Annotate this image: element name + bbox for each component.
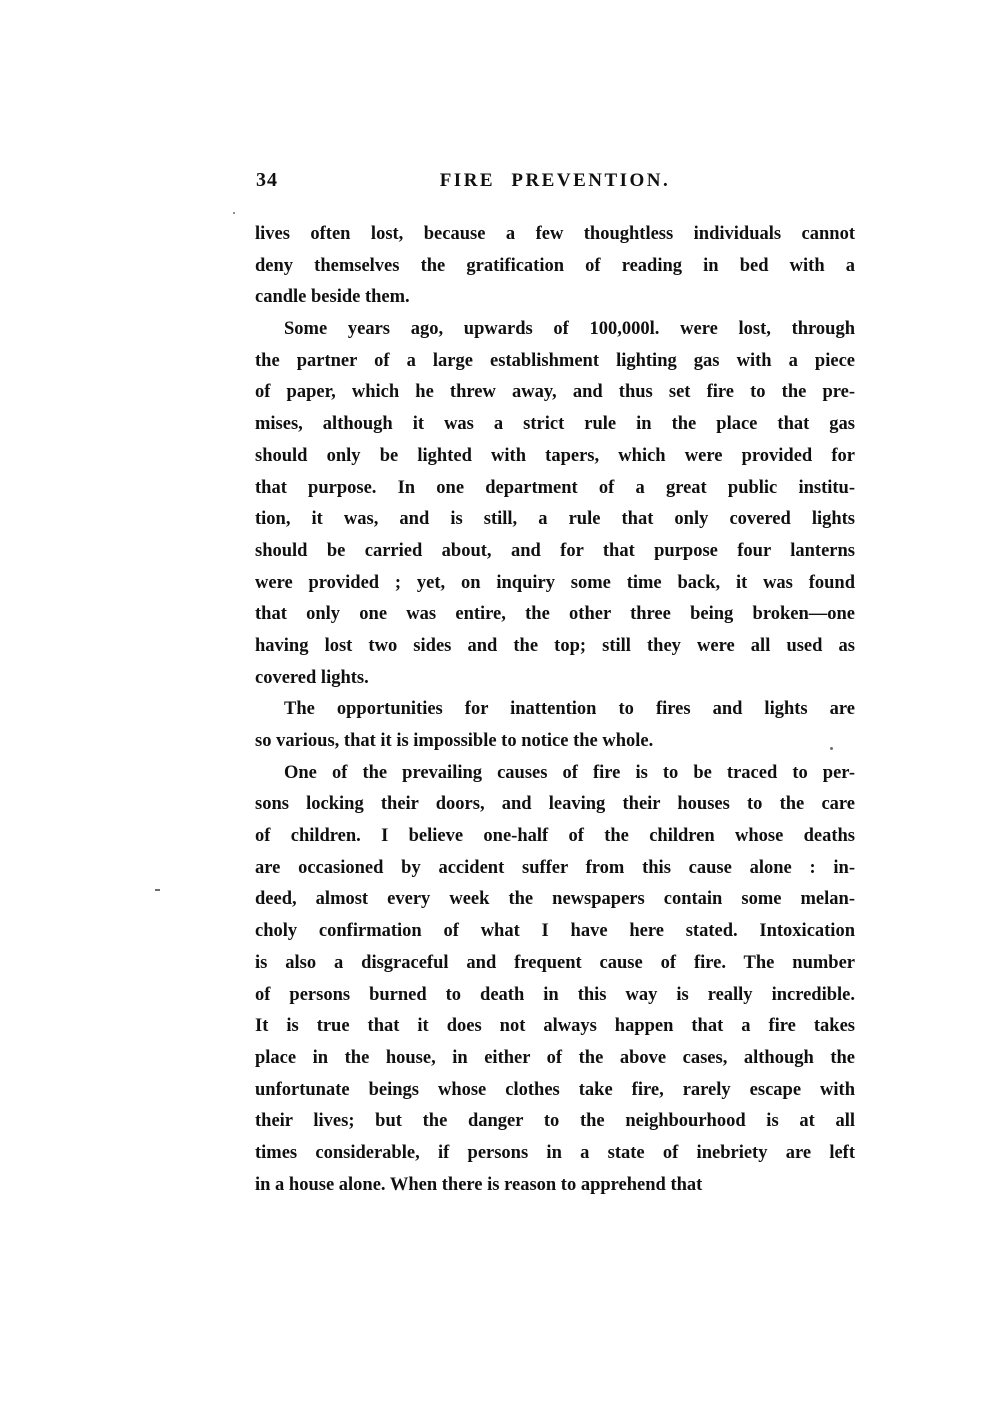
scan-speck <box>830 747 833 750</box>
text-line: should only be lighted with tapers, which were provided for <box>255 445 855 466</box>
text-line: place in the house, in either of the above cases, although the <box>255 1047 855 1068</box>
text-line: The opportunities for inattention to fires and lights are <box>284 699 855 720</box>
text-line: times considerable, if persons in a state of inebriety are left <box>255 1142 855 1163</box>
text-line: tion, it was, and is still, a rule that only covered lights <box>255 509 855 530</box>
text-line: are occasioned by accident suffer from this cause alone : in- <box>255 857 855 878</box>
text-line: sons locking their doors, and leaving their houses to the care <box>255 794 855 815</box>
text-line: of children. I believe one-half of the children whose deaths <box>255 826 855 847</box>
text-line: that purpose. In one department of a great public institu- <box>255 477 855 498</box>
text-line: of paper, which he threw away, and thus set fire to the pre- <box>255 382 855 403</box>
text-line: One of the prevailing causes of fire is to be traced to per- <box>284 762 855 783</box>
text-line: choly confirmation of what I have here stated. Intoxication <box>255 921 855 942</box>
text-line: mises, although it was a strict rule in the place that gas <box>255 414 855 435</box>
text-line: candle beside them. <box>255 287 410 308</box>
text-line: Some years ago, upwards of 100,000l. were lost, through <box>284 319 855 340</box>
running-title: FIRE PREVENTION. <box>439 170 671 191</box>
text-line: that only one was entire, the other three being broken—one <box>255 604 855 625</box>
text-line: is also a disgraceful and frequent cause of fire. The number <box>255 952 855 973</box>
text-line: of persons burned to death in this way is really incredible. <box>255 984 855 1005</box>
text-line: lives often lost, because a few thoughtless individuals cannot <box>255 224 855 244</box>
text-line: unfortunate beings whose clothes take fire, rarely escape with <box>255 1079 855 1100</box>
scan-speck <box>233 212 235 214</box>
text-line: the partner of a large establishment lighting gas with a piece <box>255 350 855 371</box>
text-line: covered lights. <box>255 667 369 688</box>
text-line: having lost two sides and the top; still they were all used as <box>255 635 855 656</box>
text-line: It is true that it does not always happen that a fire takes <box>255 1016 855 1037</box>
text-line: deed, almost every week the newspapers contain some melan- <box>255 889 855 910</box>
text-line: deny themselves the gratification of reading in bed with a <box>255 255 855 276</box>
page-number: 34 <box>256 169 278 191</box>
text-line: their lives; but the danger to the neighbourhood is at all <box>255 1111 855 1132</box>
scan-speck <box>155 889 160 891</box>
text-line: were provided ; yet, on inquiry some time back, it was found <box>255 572 855 593</box>
text-line: so various, that it is impossible to notice the whole. <box>255 731 654 751</box>
text-line: should be carried about, and for that purpose four lanterns <box>255 540 855 561</box>
text-block <box>255 219 855 1201</box>
text-line: in a house alone. When there is reason to apprehend that <box>255 1174 703 1195</box>
